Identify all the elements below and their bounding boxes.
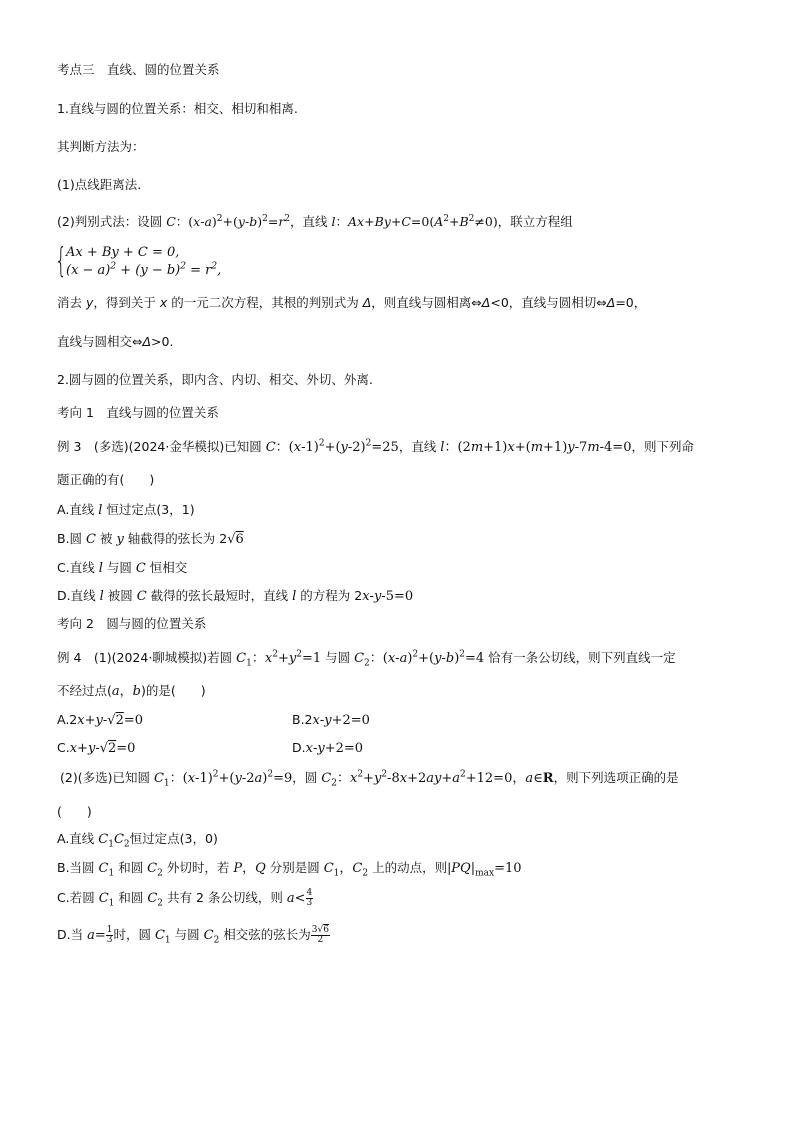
direction-1-title: 考向 1 直线与圆的位置关系 — [57, 405, 219, 420]
example-4-option-a: A.2x+y-√2=0 — [57, 712, 144, 728]
fraction-4-3: $\frac{4}{3}$ — [306, 888, 313, 908]
paragraph-1: 1.直线与圆的位置关系：相交、相切和相离. — [57, 101, 298, 116]
section-title: 考点三 直线、圆的位置关系 — [57, 62, 220, 77]
fraction-1-3: $\frac{1}{3}$ — [106, 925, 113, 945]
paragraph-2: 其判断方法为： — [57, 139, 145, 154]
example-3-option-c: C.直线 l 与圆 C 恒相交 — [57, 560, 188, 576]
example-4-option-b: B.2x-y+2=0 — [292, 712, 370, 728]
example-3-line-1: 例 3 (多选)(2024·金华模拟)已知圆 C：$(x-1)^2+(y-2)^2=25$，直线 l：(2m+1)x+(m+1)y-7m-4=0，则下列命 — [57, 438, 694, 455]
example-4-2-option-b: B.当圆 $C_1$ 和圆 $C_2$ 外切时，若 P，Q 分别是圆 $C_1$，$C_2$ 上的动点，则$|PQ|_{max}=10$ — [57, 860, 522, 879]
example-4-2-option-a: A.直线 $C_1C_2$恒过定点(3，0) — [57, 831, 218, 850]
example-4-2-option-c: C.若圆 $C_1$ 和圆 $C_2$ 共有 2 条公切线，则 a< $\frac{4}{3}$ — [57, 888, 313, 909]
example-4-line-2: 不经过点(a，b)的是( ) — [57, 683, 206, 699]
example-4-2-line-1: (2)(多选)已知圆 $C_1$：$(x-1)^2+(y-2a)^2=9$，圆 $C_2$：$x^2+y^2-8x+2ay+a^2+12=0$，a∈R，则下列选项正确的是 — [60, 769, 679, 789]
paragraph-4: (2)判别式法：设圆 C：$(x-a)^2+(y-b)^2=r^2$，直线 l：$Ax+By+C=0(A^2+B^2\ne 0)$，联立方程组 — [57, 213, 573, 229]
system-brace: { — [55, 241, 67, 281]
example-3-option-d: D.直线 l 被圆 C 截得的弦长最短时，直线 l 的方程为 2x-y-5=0 — [57, 588, 414, 604]
example-4-line-1: 例 4 (1)(2024·聊城模拟)若圆 $C_1$：$x^2+y^2=1$ 与圆 $C_2$：$(x-a)^2+(y-b)^2=4$ 恰有一条公切线，则下列直线一定 — [57, 649, 676, 669]
paragraph-6: 直线与圆相交⇔Δ>0. — [57, 334, 174, 349]
direction-2-title: 考向 2 圆与圆的位置关系 — [57, 616, 207, 631]
paragraph-7: 2.圆与圆的位置关系，即内含、内切、相交、外切、外离. — [57, 372, 373, 387]
example-3-option-b: B.圆 C 被 y 轴截得的弦长为 2√6 — [57, 531, 244, 547]
example-3-line-2: 题正确的有( ) — [57, 472, 155, 487]
example-4-option-d: D.x-y+2=0 — [292, 740, 364, 756]
paragraph-3: (1)点线距离法. — [57, 177, 142, 192]
paragraph-5: 消去 y，得到关于 x 的一元二次方程，其根的判别式为 Δ，则直线与圆相离⇔Δ<0，直线与圆相切⇔Δ=0， — [57, 295, 647, 310]
system-eq-2: $(x - a)^2 + (y - b)^2 = r^2$, — [66, 261, 222, 278]
fraction-3sqrt6-2: $\frac{3√6}{2}$ — [311, 925, 329, 945]
example-4-option-c: C.x+y-√2=0 — [57, 740, 136, 756]
example-4-2-option-d: D.当 a= $\frac{1}{3}$ 时，圆 $C_1$ 与圆 $C_2$ 相交弦的弦长为 $\frac{3√6}{2}$ — [57, 925, 329, 946]
example-3-option-a: A.直线 l 恒过定点(3，1) — [57, 502, 195, 518]
system-eq-1: Ax + By + C = 0, — [66, 245, 180, 260]
example-4-2-line-2: ( ) — [57, 804, 92, 819]
